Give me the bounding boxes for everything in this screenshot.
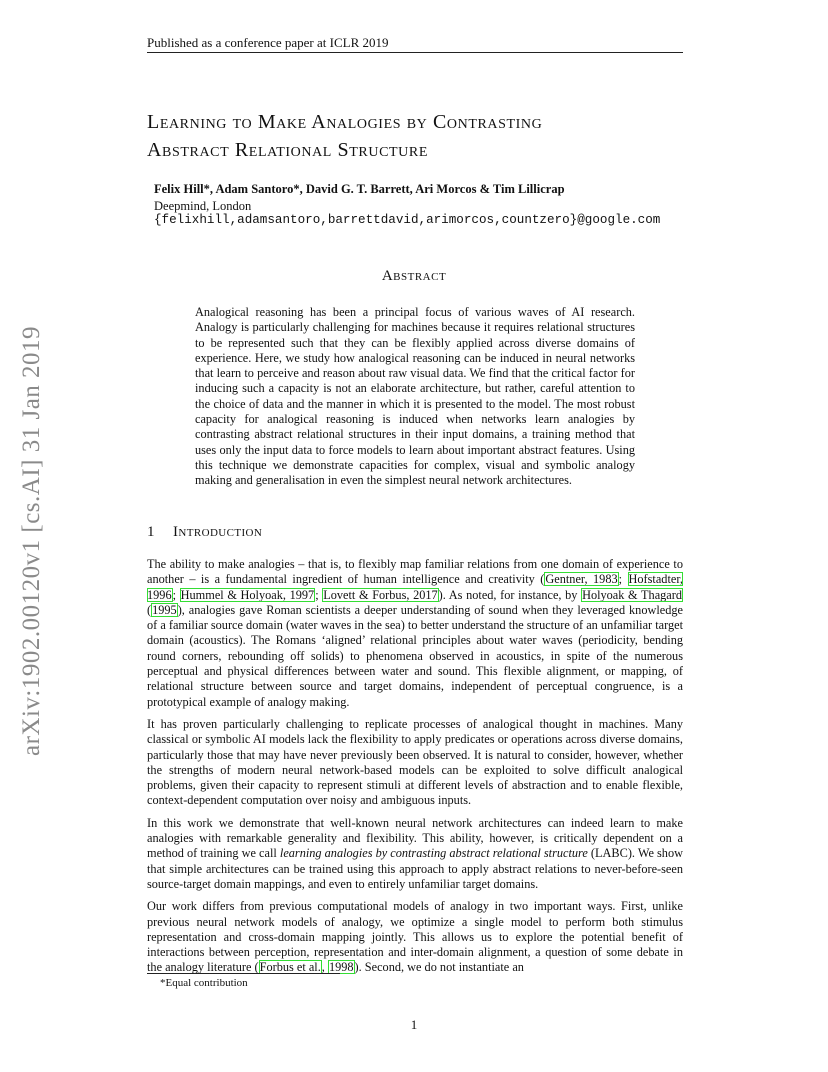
section-title: Introduction: [173, 524, 263, 540]
running-header: Published as a conference paper at ICLR 2019: [147, 35, 389, 50]
section-heading: [147, 524, 262, 541]
paragraph-2: It has proven particularly challenging to replicate processes of analogical thought in machines. Many classical or symbolic AI models lack the flexibility to apply predicates or operations across diverse domains, particularly those that may have never previously been observed. It is natural to consider, however, whether the strengths of modern neural network-based models can be exploited to solve difficult analogical problems, given their capacity to represent stimuli at different levels of abstraction and to enable flexible, context-dependent computation over noisy and ambiguous inputs.: [147, 716, 683, 808]
paper-title: [147, 108, 707, 164]
footnote: *Equal contribution: [160, 977, 248, 989]
citation-forbus-year[interactable]: 1998: [328, 960, 354, 975]
affiliation: Deepmind, London: [154, 199, 252, 213]
abstract-text: Analogical reasoning has been a principal focus of various waves of AI research. Analogy is particularly challenging for machines because it requires relational structures to be represented such that they can be flexibly applied across diverse domains of experience. Here, we study how analogical reasoning can be induced in neural networks that learn to perceive and reason about raw visual data. We find that the critical factor for inducing such a capacity is not an elaborate architecture, but rather, careful attention to the choice of data and the manner in which it is presented to the model. The most robust capacity for analogical reasoning is induced when networks learn analogies by contrasting abstract relational structures in their input domains, a training method that uses only the input data to force models to learn about important abstract features. Using this technique we demonstrate capacities for complex, visual and symbolic analogy making and generalisation in even the simplest neural network architectures.: [195, 305, 635, 488]
arxiv-id: arXiv:1902.00120v1 [cs.AI] 31 Jan 2019: [18, 325, 45, 756]
paragraph-3: In this work we demonstrate that well-known neural network architectures can indeed learn to make analogies with remarkable generality and flexibility. This ability, however, is critically dependent on a method of training we call learning analogies by contrasting abstract relational structure (LABC). We show that simple architectures can be trained using this approach to apply abstract relations to never-before-seen source-target domain mappings, and even to entirely unfamiliar target domains.: [147, 815, 683, 891]
title-line-2: Abstract Relational Structure: [147, 139, 428, 161]
paragraph-4: Our work differs from previous computational models of analogy in two important ways. First, unlike previous neural network models of analogy, we optimize a single model to perform both stimulus representation and cross-domain mapping jointly. This allows us to explore the potential benefit of interactions between perception, representation and inter-domain alignment, a question of some debate in the analogy literature (Forbus et al., 1998). Second, we do not instantiate an: [147, 899, 683, 975]
abstract-heading: Abstract: [381, 268, 447, 284]
page-number: 1: [410, 1017, 418, 1032]
citation-hofstadter[interactable]: Hofstadter, 1996: [147, 572, 683, 602]
citation-holyoak-year[interactable]: 1995: [152, 602, 177, 617]
footnote-rule: [147, 973, 340, 974]
citation-gentner[interactable]: Gentner, 1983: [545, 572, 618, 587]
section-body: [147, 557, 683, 983]
title-line-1: Learning to Make Analogies by Contrasting: [147, 111, 543, 133]
citation-holyoak[interactable]: Holyoak & Thagard: [582, 587, 682, 602]
citation-lovett[interactable]: Lovett & Forbus, 2017: [323, 587, 438, 602]
author-list: Felix Hill*, Adam Santoro*, David G. T. Barrett, Ari Morcos & Tim Lillicrap: [154, 182, 565, 196]
paragraph-1: The ability to make analogies – that is, to flexibly map familiar relations from one domain of experience to another – is a fundamental ingredient of human intelligence and creativity (Gentner, 1983; Hofstadter, 1996; Hummel & Holyoak, 1997; Lovett & Forbus, 2017). As noted, for instance, by Holyoak & Thagard (1995), analogies gave Roman scientists a deeper understanding of sound when they leveraged knowledge of a familiar source domain (water waves in the sea) to better understand the structure of an unfamiliar target domain (acoustics). The Romans ‘aligned’ relational principles about water waves (periodicity, bending round corners, rebounding off solids) to phenomena observed in acoustics, in spite of the numerous perceptual and physical differences between water and sound. This flexible alignment, or mapping, of relational structure between source and target domains, independent of perceptual congruence, is a prototypical example of analogy making.: [147, 557, 683, 709]
header-rule: [147, 52, 683, 53]
author-emails: {felixhill,adamsantoro,barrettdavid,arimorcos,countzero}@google.com: [154, 213, 661, 227]
citation-hummel[interactable]: Hummel & Holyoak, 1997: [180, 587, 315, 602]
section-number: 1: [147, 524, 155, 540]
citation-forbus[interactable]: Forbus et al.: [259, 960, 321, 975]
